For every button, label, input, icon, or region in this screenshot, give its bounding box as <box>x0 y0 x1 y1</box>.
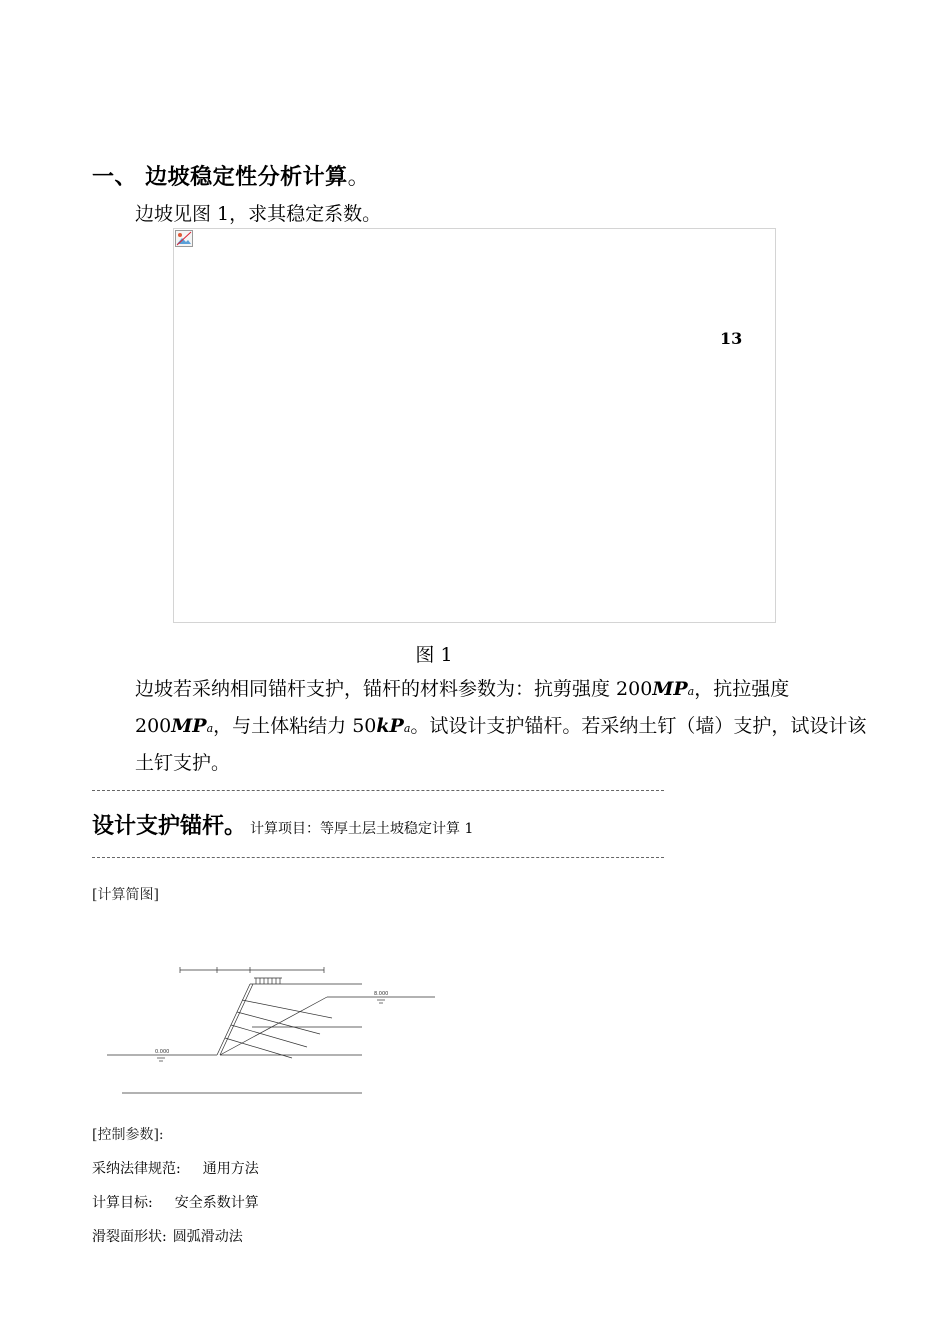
intro-text: 边坡见图 1，求其稳定系数。 <box>135 203 382 225</box>
broken-image-icon <box>175 230 193 247</box>
slope-diagram <box>92 950 442 1100</box>
param-row: 采纳法律规范: 通用方法 <box>92 1161 259 1177</box>
left-level-label: 0.000 <box>155 1049 170 1055</box>
section-heading-2: 设计支护锚杆。 计算项目：等厚土层土坡稳定计算 1 <box>92 814 474 839</box>
figure-1-frame <box>173 228 776 623</box>
figure-label: 13 <box>720 329 743 348</box>
param-row: 滑裂面形状: 圆弧滑动法 <box>92 1229 243 1245</box>
diagram-label: [计算简图] <box>92 887 159 903</box>
right-level-label: 8.000 <box>374 991 389 997</box>
divider-bottom <box>92 857 664 858</box>
figure-caption: 图 1 <box>415 644 453 666</box>
divider-top <box>92 790 664 791</box>
section-heading-1: 一、 边坡稳定性分析计算。 <box>92 165 371 190</box>
param-row: 计算目标: 安全系数计算 <box>92 1195 259 1211</box>
control-params-label: [控制参数]: <box>92 1127 164 1143</box>
design-requirements: 边坡若采纳相同锚杆支护，锚杆的材料参数为：抗剪强度 200MPa，抗拉强度 200MPa，与土体粘结力 50kPa。试设计支护锚杆。若采纳土钉（墙）支护，试设计该土钉支护。 <box>135 678 867 774</box>
